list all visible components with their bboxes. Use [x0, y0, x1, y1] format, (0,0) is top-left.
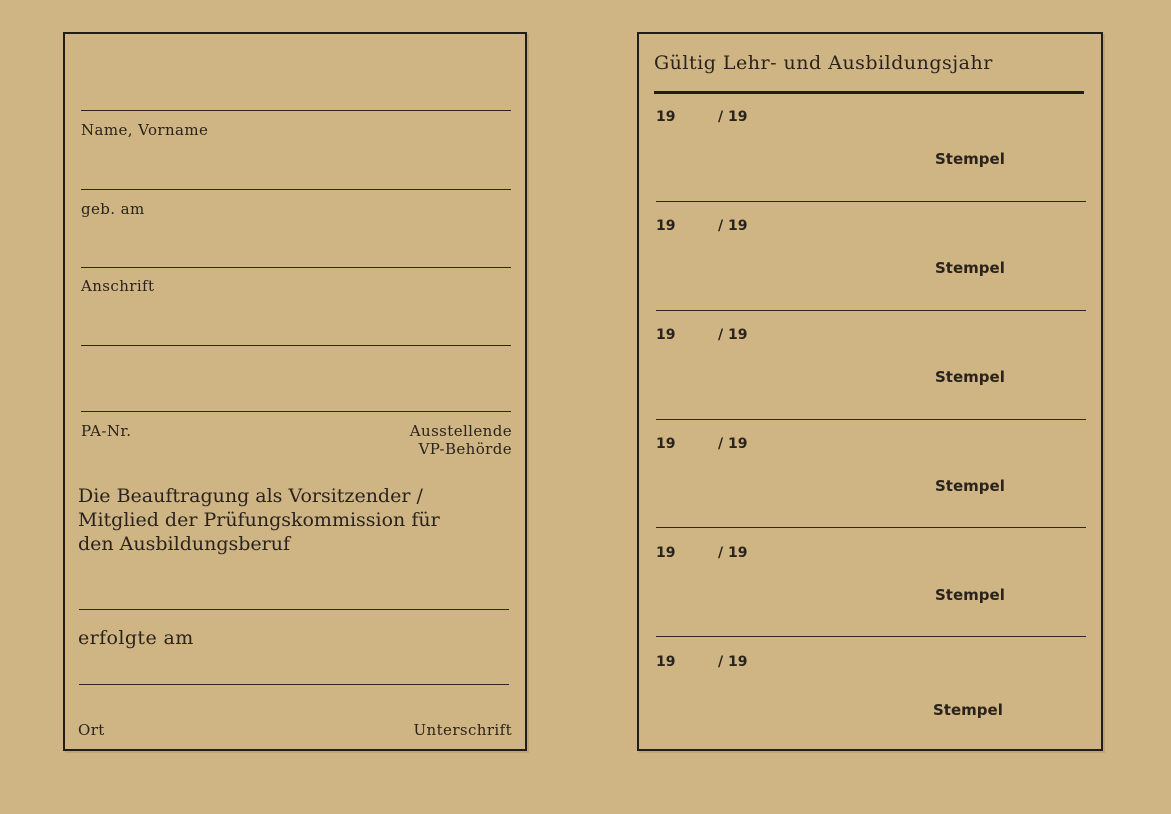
stamp-label-5: Stempel	[935, 586, 1005, 604]
header-rule	[654, 91, 1084, 94]
year-to-4: / 19	[718, 436, 748, 452]
done-on-label: erfolgte am	[78, 627, 194, 649]
year-to-1: / 19	[718, 109, 748, 125]
appointment-paragraph	[78, 484, 508, 556]
authority-label-2: VP-Behörde	[418, 440, 512, 458]
stamp-label-3: Stempel	[935, 368, 1005, 386]
pa-line	[81, 411, 511, 412]
birth-label: geb. am	[81, 200, 145, 218]
paragraph-line-3: den Ausbildungsberuf	[78, 533, 291, 555]
paragraph-line-2: Mitglied der Prüfungskommission für	[78, 509, 440, 531]
stamp-label-4: Stempel	[935, 477, 1005, 495]
year-from-2: 19	[656, 218, 676, 234]
name-line	[81, 110, 511, 111]
signature-label: Unterschrift	[413, 721, 512, 739]
address-line	[81, 267, 511, 268]
stamp-label-1: Stempel	[935, 150, 1005, 168]
paragraph-line-1: Die Beauftragung als Vorsitzender /	[78, 485, 423, 507]
row-divider-5	[656, 636, 1086, 637]
stamp-label-2: Stempel	[935, 259, 1005, 277]
year-to-3: / 19	[718, 327, 748, 343]
name-label: Name, Vorname	[81, 121, 209, 139]
year-to-5: / 19	[718, 545, 748, 561]
row-divider-3	[656, 419, 1086, 420]
identity-card-panel	[63, 32, 527, 751]
authority-label-1: Ausstellende	[409, 422, 512, 440]
row-divider-1	[656, 201, 1086, 202]
pa-number-label: PA-Nr.	[81, 422, 132, 440]
signature-line	[79, 684, 509, 685]
year-from-5: 19	[656, 545, 676, 561]
address-line-2	[81, 345, 511, 346]
year-from-4: 19	[656, 436, 676, 452]
year-to-6: / 19	[718, 654, 748, 670]
row-divider-4	[656, 527, 1086, 528]
year-from-3: 19	[656, 327, 676, 343]
year-from-6: 19	[656, 654, 676, 670]
validity-header: Gültig Lehr- und Ausbildungsjahr	[654, 52, 993, 74]
profession-line	[79, 609, 509, 610]
year-to-2: / 19	[718, 218, 748, 234]
validity-panel	[637, 32, 1103, 751]
stamp-label-6: Stempel	[933, 701, 1003, 719]
birth-line	[81, 189, 511, 190]
place-label: Ort	[78, 721, 105, 739]
year-from-1: 19	[656, 109, 676, 125]
row-divider-2	[656, 310, 1086, 311]
address-label: Anschrift	[81, 277, 155, 295]
